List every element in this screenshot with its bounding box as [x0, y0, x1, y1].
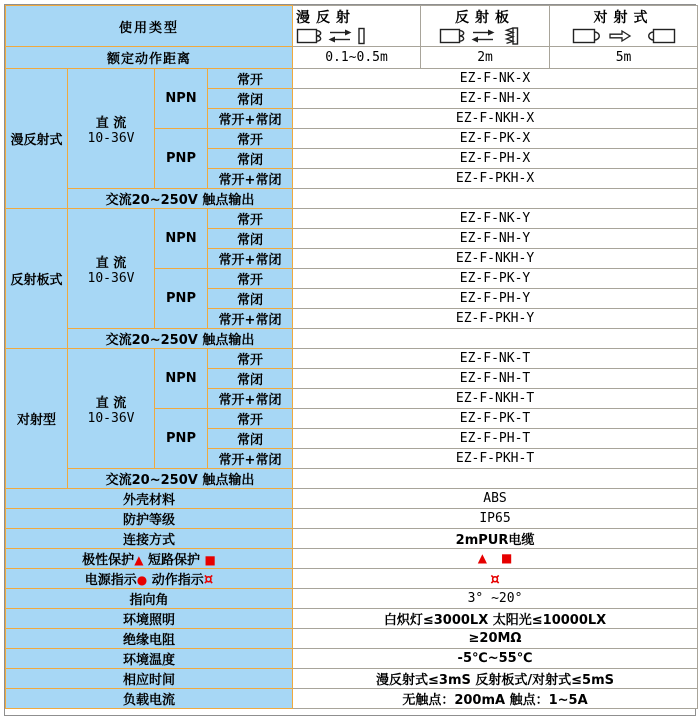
model-cell: EZ-F-PH-Y	[293, 289, 698, 309]
model-cell: EZ-F-NKH-T	[293, 389, 698, 409]
spec-value: -5℃~55℃	[293, 649, 698, 669]
spec-label: 环境照明	[6, 609, 293, 629]
spec-sheet-frame	[4, 4, 696, 716]
diffuse-reflective-icon	[296, 26, 420, 46]
ac-output-cell: 交流20~250V 触点输出	[68, 469, 293, 489]
spec-value: 白炽灯≤3000LX 太阳光≤10000LX	[293, 609, 698, 629]
npn-cell: NPN	[155, 209, 208, 269]
spec-row-polarity-protection	[6, 549, 698, 569]
usage-type-row	[6, 6, 698, 47]
dc-supply-cell	[68, 69, 155, 189]
distance-reflector: 2m	[421, 47, 550, 69]
spec-label: 负载电流	[6, 689, 293, 709]
table-row	[6, 209, 698, 229]
output-type-cell: 常闭	[208, 89, 293, 109]
square-icon: ■	[204, 553, 216, 567]
through-beam-icon	[550, 26, 697, 46]
spec-value	[293, 569, 698, 589]
dc-voltage: 10-36V	[87, 130, 135, 146]
model-cell: EZ-F-NH-X	[293, 89, 698, 109]
output-type-cell: 常开	[208, 129, 293, 149]
spec-value: 3° ~20°	[293, 589, 698, 609]
model-cell: EZ-F-NK-T	[293, 349, 698, 369]
model-cell: EZ-F-PKH-Y	[293, 309, 698, 329]
spec-row-response-time	[6, 669, 698, 689]
output-type-cell: 常闭	[208, 149, 293, 169]
output-type-cell: 常开	[208, 269, 293, 289]
dc-voltage: 10-36V	[87, 410, 135, 426]
spec-row-ambient-light	[6, 609, 698, 629]
distance-row	[6, 47, 698, 69]
output-type-cell: 常闭	[208, 289, 293, 309]
model-cell: EZ-F-NK-X	[293, 69, 698, 89]
dc-label: 直 流	[95, 395, 127, 411]
output-type-cell: 常开	[208, 409, 293, 429]
model-cell: EZ-F-PKH-X	[293, 169, 698, 189]
type-col-reflector	[421, 6, 550, 47]
square-icon: ■	[500, 551, 513, 565]
spec-label: 指向角	[6, 589, 293, 609]
spec-label: 相应时间	[6, 669, 293, 689]
spec-row-housing	[6, 489, 698, 509]
model-cell: EZ-F-NK-Y	[293, 209, 698, 229]
distance-diffuse: 0.1~0.5m	[293, 47, 421, 69]
spec-row-protection-grade	[6, 509, 698, 529]
distance-header: 额定动作距离	[6, 47, 293, 69]
spec-row-connection	[6, 529, 698, 549]
usage-type-header: 使用类型	[6, 6, 293, 47]
pnp-cell: PNP	[155, 269, 208, 329]
spec-label: 外壳材料	[6, 489, 293, 509]
ac-model-cell	[293, 329, 698, 349]
type-label-diffuse: 漫反射	[296, 9, 357, 26]
output-type-cell: 常开	[208, 69, 293, 89]
ac-output-cell: 交流20~250V 触点输出	[68, 329, 293, 349]
dc-voltage: 10-36V	[87, 270, 135, 286]
power-indicator-label: 电源指示	[84, 573, 137, 588]
retro-reflective-icon	[421, 26, 549, 46]
output-type-cell: 常开+常闭	[208, 309, 293, 329]
table-row	[6, 69, 698, 89]
spec-value: 漫反射式≤3mS 反射板式/对射式≤5mS	[293, 669, 698, 689]
spec-row-pointing-angle	[6, 589, 698, 609]
polarity-protection-label: 极性保护	[82, 553, 135, 568]
spec-row-ambient-temperature	[6, 649, 698, 669]
dc-supply-cell	[68, 209, 155, 329]
output-type-cell: 常开+常闭	[208, 169, 293, 189]
output-type-cell: 常闭	[208, 429, 293, 449]
spec-label: 连接方式	[6, 529, 293, 549]
model-cell: EZ-F-PH-X	[293, 149, 698, 169]
distance-throughbeam: 5m	[550, 47, 698, 69]
table-row	[6, 329, 698, 349]
type-label-reflector: 反射板	[455, 9, 516, 26]
spec-row-indicators	[6, 569, 698, 589]
dc-label: 直 流	[95, 255, 127, 271]
ac-model-cell	[293, 189, 698, 209]
section-name-reflector: 反射板式	[6, 209, 68, 349]
output-type-cell: 常开+常闭	[208, 389, 293, 409]
model-cell: EZ-F-NH-T	[293, 369, 698, 389]
burst-icon: ¤	[203, 570, 214, 588]
section-name-throughbeam: 对射型	[6, 349, 68, 489]
spec-value	[293, 549, 698, 569]
table-row	[6, 349, 698, 369]
circle-icon: ●	[136, 573, 148, 587]
pnp-cell: PNP	[155, 409, 208, 469]
model-cell: EZ-F-PH-T	[293, 429, 698, 449]
dc-supply-cell	[68, 349, 155, 469]
output-type-cell: 常开	[208, 209, 293, 229]
model-cell: EZ-F-PK-Y	[293, 269, 698, 289]
spec-label: 环境温度	[6, 649, 293, 669]
type-label-throughbeam: 对射式	[593, 9, 654, 26]
dc-label: 直 流	[95, 115, 127, 131]
model-cell: EZ-F-NKH-Y	[293, 249, 698, 269]
spec-row-load-current	[6, 689, 698, 709]
model-cell: EZ-F-PK-X	[293, 129, 698, 149]
output-type-cell: 常开+常闭	[208, 109, 293, 129]
spec-value: 2mPUR电缆	[293, 529, 698, 549]
model-cell: EZ-F-PKH-T	[293, 449, 698, 469]
table-row	[6, 469, 698, 489]
model-cell: EZ-F-NH-Y	[293, 229, 698, 249]
model-cell: EZ-F-NKH-X	[293, 109, 698, 129]
spec-value: 无触点：200mA 触点：1~5A	[293, 689, 698, 709]
spec-label	[6, 569, 293, 589]
spec-value: ≥20MΩ	[293, 629, 698, 649]
output-type-cell: 常开	[208, 349, 293, 369]
table-row	[6, 189, 698, 209]
pnp-cell: PNP	[155, 129, 208, 189]
spec-row-insulation-resistance	[6, 629, 698, 649]
model-cell: EZ-F-PK-T	[293, 409, 698, 429]
sensor-spec-table	[5, 5, 698, 709]
spec-label	[6, 549, 293, 569]
operation-indicator-label: 动作指示	[147, 573, 204, 588]
output-type-cell: 常开+常闭	[208, 449, 293, 469]
triangle-icon: ▲	[477, 551, 487, 565]
type-col-diffuse	[293, 6, 421, 47]
npn-cell: NPN	[155, 69, 208, 129]
output-type-cell: 常闭	[208, 369, 293, 389]
spec-value: ABS	[293, 489, 698, 509]
spec-label: 绝缘电阻	[6, 629, 293, 649]
type-col-throughbeam	[550, 6, 698, 47]
spec-label: 防护等级	[6, 509, 293, 529]
spec-value: IP65	[293, 509, 698, 529]
short-circuit-protection-label: 短路保护	[143, 553, 205, 568]
output-type-cell: 常开+常闭	[208, 249, 293, 269]
ac-output-cell: 交流20~250V 触点输出	[68, 189, 293, 209]
output-type-cell: 常闭	[208, 229, 293, 249]
section-name-diffuse: 漫反射式	[6, 69, 68, 209]
ac-model-cell	[293, 469, 698, 489]
npn-cell: NPN	[155, 349, 208, 409]
burst-icon: ¤	[490, 569, 500, 588]
triangle-icon: ▲	[134, 553, 144, 567]
